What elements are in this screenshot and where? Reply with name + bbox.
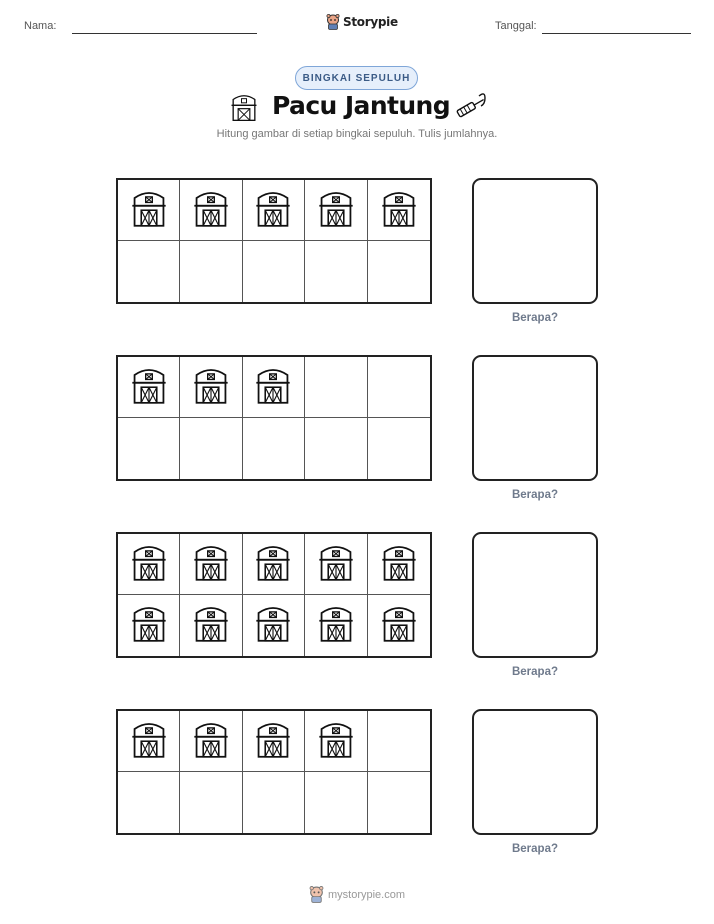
barn-icon [129,542,169,587]
barn-icon [129,188,169,233]
ten-frame-cell [180,595,242,656]
ten-frame-cell [368,357,430,418]
ten-frame-cell [180,241,242,302]
barn-icon [253,542,293,587]
ten-frame-cell [118,772,180,833]
ten-frame-cell [243,241,305,302]
ten-frame-cell [243,180,305,241]
ten-frame-cell [118,711,180,772]
ten-frame-cell [180,772,242,833]
ten-frame-cell [118,418,180,479]
ten-frame-cell [243,534,305,595]
page-title: Pacu Jantung [272,91,451,120]
barn-icon [191,542,231,587]
barn-icon [316,188,356,233]
ten-frame-cell [305,241,367,302]
ten-frame-cell [180,418,242,479]
barn-icon [191,603,231,648]
barn-icon [229,92,259,122]
ten-frame-cell [368,418,430,479]
ten-frame-cell [243,711,305,772]
name-label: Nama: [24,20,57,32]
ten-frame-cell [305,595,367,656]
ten-frame-cell [243,418,305,479]
date-field[interactable] [542,33,691,34]
barn-icon [253,365,293,410]
barn-icon [129,365,169,410]
barn-icon [379,188,419,233]
ten-frame-cell [305,180,367,241]
ten-frame [116,709,432,835]
barn-icon [191,365,231,410]
barn-icon [379,603,419,648]
ten-frame-cell [243,772,305,833]
ten-frame-cell [180,711,242,772]
barn-icon [316,603,356,648]
answer-box[interactable] [472,355,598,481]
barn-icon [191,188,231,233]
ten-frame [116,355,432,481]
answer-prompt: Berapa? [511,666,559,678]
ten-frame-cell [368,180,430,241]
answer-prompt: Berapa? [511,489,559,501]
answer-prompt: Berapa? [511,843,559,855]
ten-frame-cell [243,595,305,656]
ten-frame-cell [118,357,180,418]
barn-icon [379,542,419,587]
footer [0,886,714,903]
ten-frame-cell [180,180,242,241]
barn-icon [129,719,169,764]
ten-frame-cell [305,772,367,833]
barn-icon [253,188,293,233]
instructions: Hitung gambar di setiap bingkai sepuluh. Tulis jumlahnya. [216,128,498,140]
barn-icon [129,603,169,648]
ten-frame-cell [368,595,430,656]
footer-url: mystorypie.com [327,888,406,901]
brand-logo [326,14,398,30]
syringe-icon [452,92,488,120]
date-label: Tanggal: [495,20,537,32]
storypie-mascot-icon [326,14,340,30]
barn-icon [316,542,356,587]
answer-box[interactable] [472,532,598,658]
ten-frame-cell [180,357,242,418]
ten-frame-cell [305,418,367,479]
ten-frame-cell [305,534,367,595]
ten-frame-cell [368,711,430,772]
barn-icon [191,719,231,764]
storypie-mascot-icon [309,886,324,903]
ten-frame [116,178,432,304]
ten-frame-cell [118,180,180,241]
name-field[interactable] [72,33,257,34]
brand-name: Storypie [343,15,398,29]
ten-frame-cell [118,595,180,656]
ten-frame [116,532,432,658]
answer-box[interactable] [472,178,598,304]
ten-frame-cell [305,711,367,772]
ten-frame-cell [305,357,367,418]
ten-frame-cell [180,534,242,595]
answer-box[interactable] [472,709,598,835]
barn-icon [316,719,356,764]
answer-prompt: Berapa? [511,312,559,324]
ten-frame-cell [243,357,305,418]
ten-frame-cell [368,534,430,595]
barn-icon [253,719,293,764]
ten-frame-cell [118,534,180,595]
ten-frame-cell [368,241,430,302]
section-badge: BINGKAI SEPULUH [295,66,418,90]
ten-frame-cell [118,241,180,302]
ten-frame-cell [368,772,430,833]
barn-icon [253,603,293,648]
